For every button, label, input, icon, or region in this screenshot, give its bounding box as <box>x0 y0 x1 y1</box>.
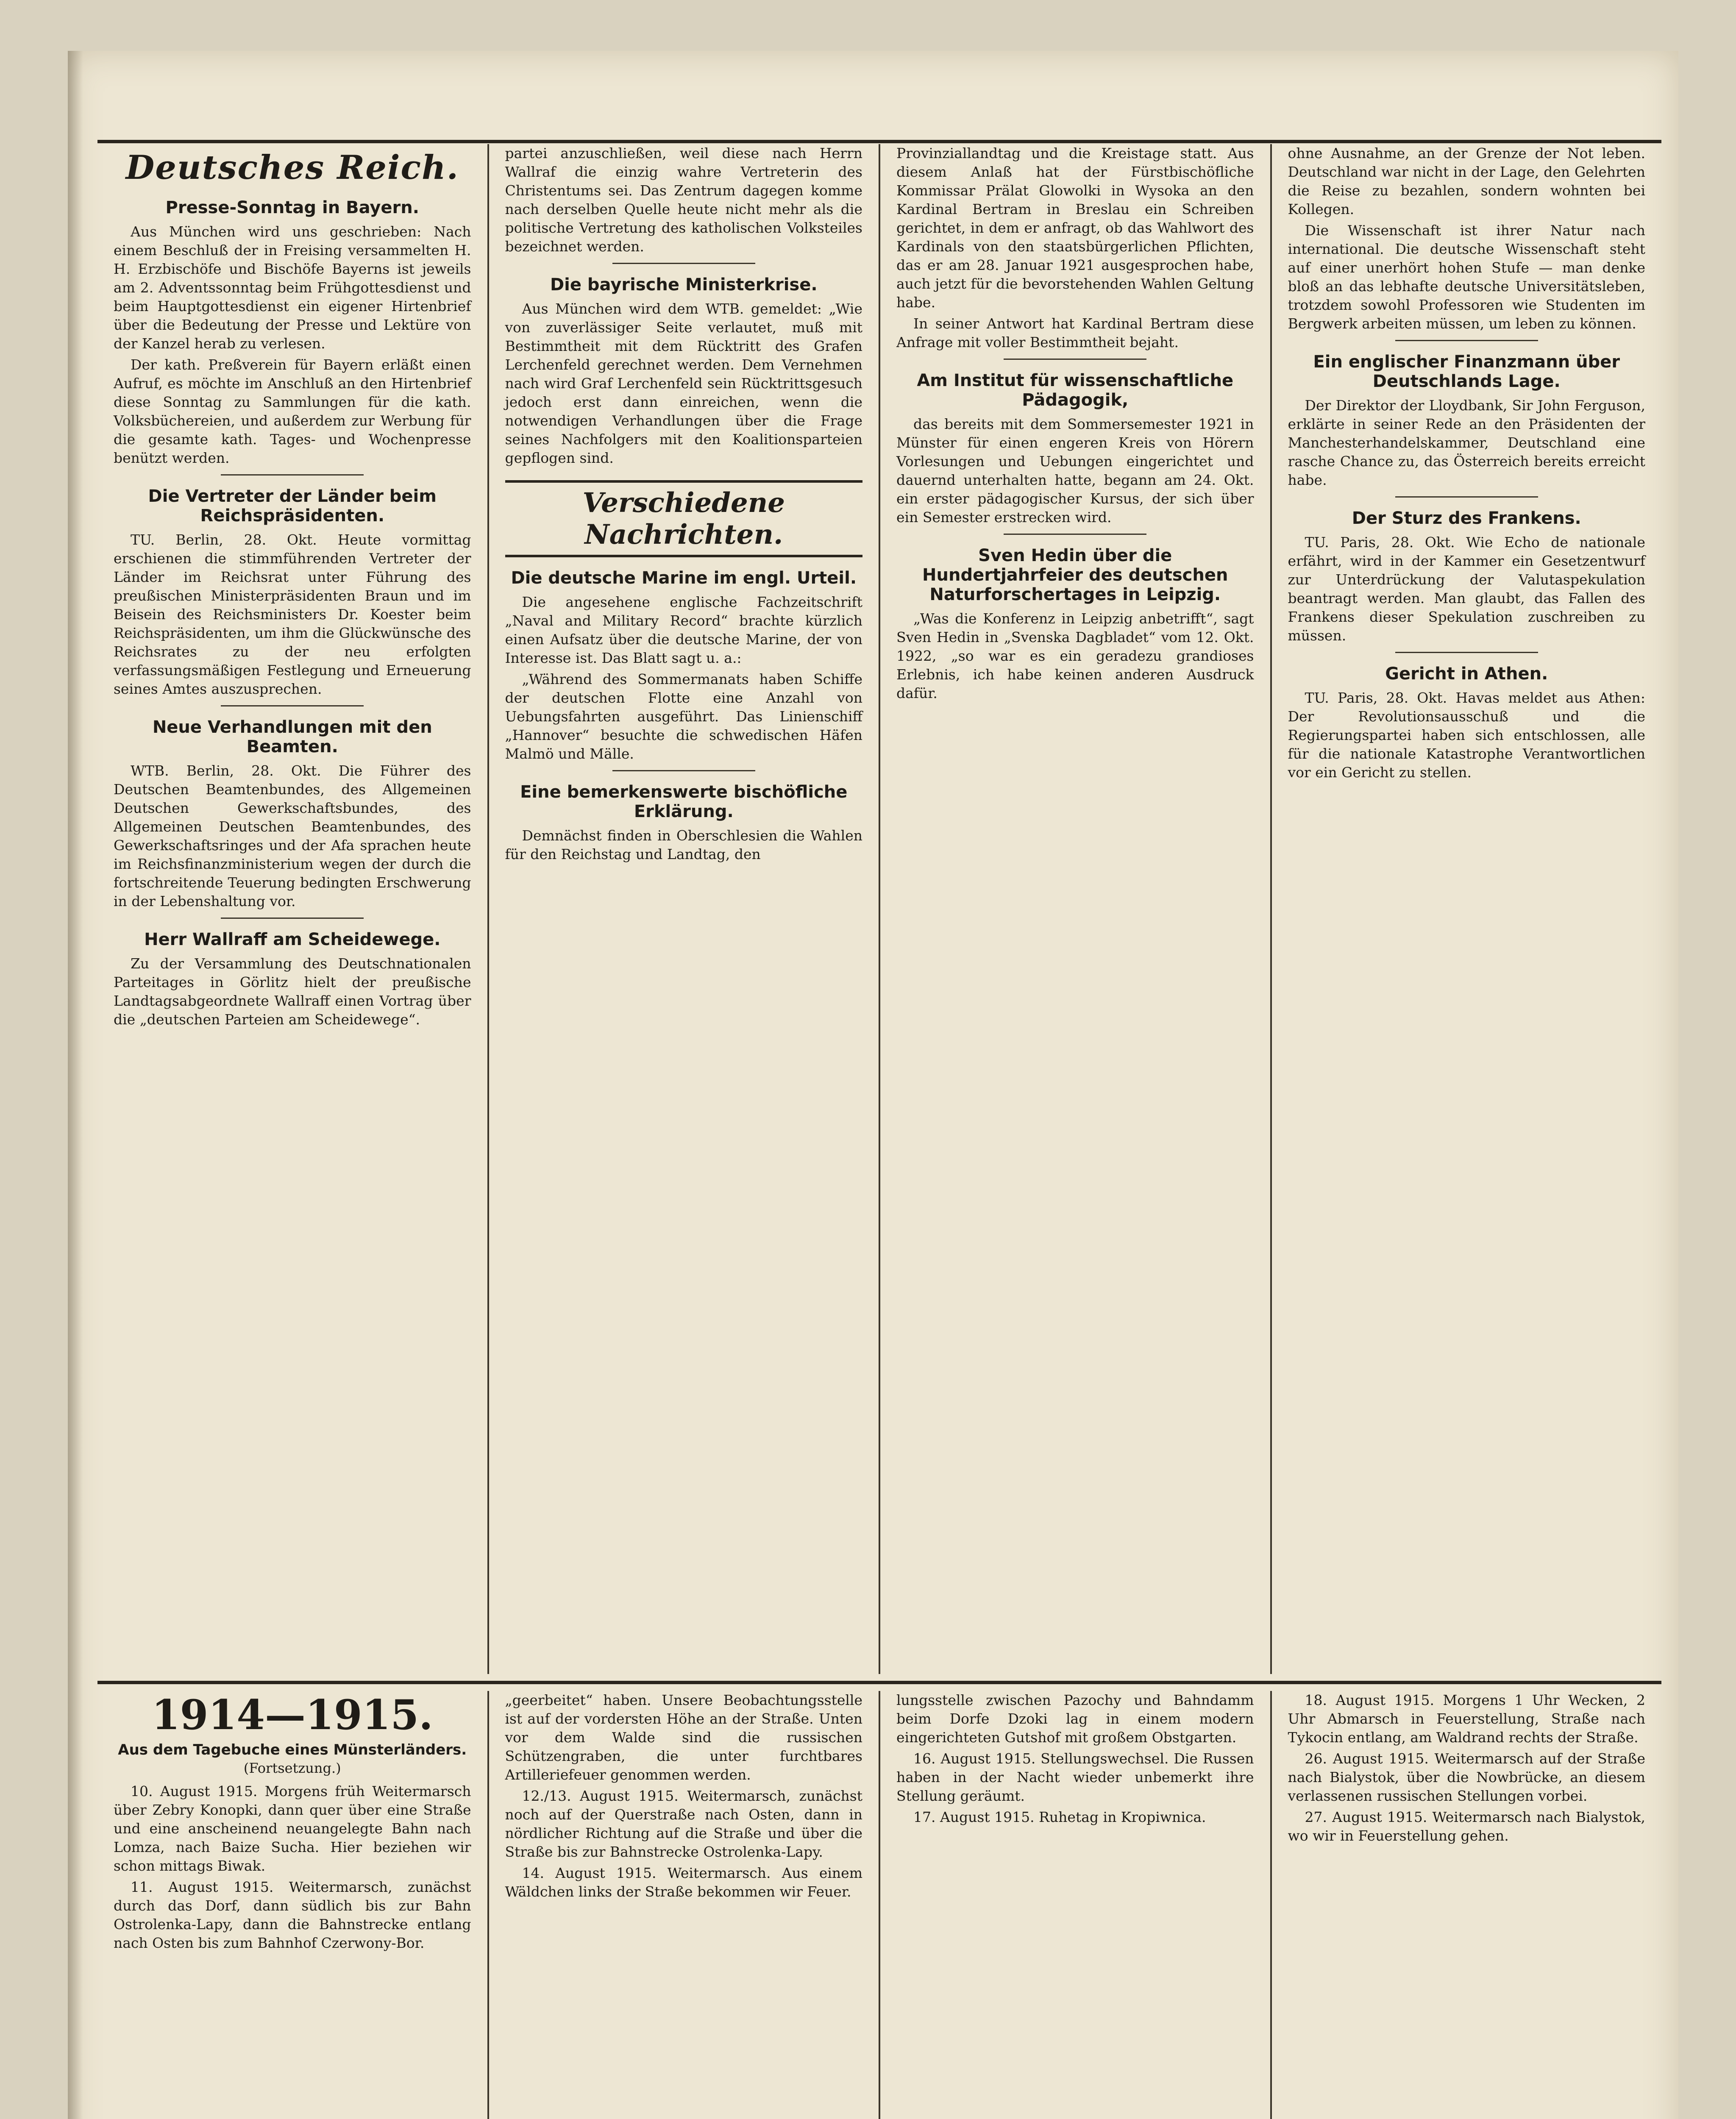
article-title: Die Vertreter der Länder beim Reichspräsidenten. <box>148 487 437 526</box>
article-paragraph: TU. Paris, 28. Okt. Havas meldet aus Athen: Der Revolutionsausschuß und die Regierungspartei haben sich entschlossen, alle für die nationale Katastrophe Verantwortlichen vor ein Gericht zu stellen. <box>1288 690 1645 781</box>
separator <box>1004 534 1146 535</box>
article-paragraph: Aus München wird uns geschrieben: Nach einem Beschluß der in Freising versammelten H. H. Erzbischöfe und Bischöfe Bayerns ist jeweils am 2. Adventssonntag beim Frühgottesdienst und beim Hauptgottesdienst ein eigener Hirtenbrief über die Bedeutung der Presse und Lektüre von der Kanzel herab zu verlesen. <box>114 223 471 352</box>
diary-entry: 16. August 1915. Stellungswechsel. Die Russen haben in der Nacht wieder unbemerkt ihre Stellung geräumt. <box>896 1750 1254 1804</box>
article-title: Presse-Sonntag in Bayern. <box>165 198 419 217</box>
article-paragraph: WTB. Berlin, 28. Okt. Die Führer des Deutschen Beamtenbundes, des Allgemeinen Deutschen Gewerkschaftsbundes, des Allgemeinen Deutschen Beamtenbundes, des Gewerkschaftsringes und der Afa sprachen heute im Reichsfinanzministerium wegen der durch die fortschreitende Teuerung bedingten Erschwerung in der Lebenshaltung vor. <box>114 762 471 909</box>
diary-entry: 26. August 1915. Weitermarsch auf der Straße nach Bialystok, über die Nowbrücke, an diesem verlassenen russischen Stellungen vorbei. <box>1288 1750 1645 1804</box>
article-paragraph: ohne Ausnahme, an der Grenze der Not leben. Deutschland war nicht in der Lage, den Gelehrten die Reise zu bezahlen, sondern wohnten bei Kollegen. <box>1288 145 1645 217</box>
article-title: Herr Wallraff am Scheidewege. <box>144 930 441 949</box>
lower-column-2 <box>489 1691 881 2119</box>
page-fold-shadow <box>68 51 83 2119</box>
article-title: Eine bemerkenswerte bischöfliche Erklärung. <box>520 782 848 821</box>
article-paragraph: „Während des Sommermanats haben Schiffe der deutschen Flotte eine Anzahl von Uebungsfahrten ausgeführt. Das Linienschiff „Hannover“ besuchte die schwedischen Häfen Malmö und Mälle. <box>505 671 862 762</box>
separator <box>221 705 364 706</box>
lower-column-1 <box>97 1691 489 2119</box>
upper-column-3 <box>880 144 1272 1674</box>
separator <box>1395 496 1538 498</box>
article-title: Am Institut für wissenschaftliche Pädagogik, <box>917 371 1234 410</box>
article-paragraph: Zu der Versammlung des Deutschnationalen Parteitages in Görlitz hielt der preußische Landtagsabgeordnete Wallraff einen Vortrag über die „deutschen Parteien am Scheidewege“. <box>114 955 471 1028</box>
article-title: Sven Hedin über die Hundertjahrfeier des deutschen Naturforschertages in Leipzig. <box>922 546 1228 604</box>
article-title: Die bayrische Ministerkrise. <box>550 275 818 295</box>
serial-title: 1914—1915. <box>151 1691 433 1739</box>
diary-entry: 11. August 1915. Weitermarsch, zunächst durch das Dorf, dann südlich bis zur Bahn Ostrolenka-Lapy, dann die Bahnstrecke entlang nach Osten bis zum Bahnhof Czerwony-Bor. <box>114 1879 471 1951</box>
article-paragraph: partei anzuschließen, weil diese nach Herrn Wallraf die einzig wahre Vertreterin des Christentums sei. Das Zentrum dagegen komme nach derselben Quelle heute nicht mehr als die politische Vertretung des katholischen Volksteiles bezeichnet werden. <box>505 145 862 255</box>
diary-entry: 14. August 1915. Weitermarsch. Aus einem Wäldchen links der Straße bekommen wir Feuer. <box>505 1865 862 1900</box>
top-rule <box>97 140 1661 143</box>
section-heading: Verschiedene Nachrichten. <box>505 480 863 557</box>
article-paragraph: In seiner Antwort hat Kardinal Bertram diese Anfrage mit voller Bestimmtheit bejaht. <box>896 315 1254 350</box>
diary-entry: 12./13. August 1915. Weitermarsch, zunächst noch auf der Querstraße nach Osten, dann in nördlicher Richtung auf die Straße und über die Straße bis zur Bahnstrecke Ostrolenka-Lapy. <box>505 1788 862 1860</box>
article-paragraph: TU. Berlin, 28. Okt. Heute vormittag erschienen die stimmführenden Vertreter der Länder im Reichsrat unter Führung des preußischen Ministerpräsidenten Braun und im Beisein des Reichsministers Dr. Koester beim Reichspräsidenten, um ihm die Glückwünsche des Reichsrates zu der neu erfolgten verfassungsmäßigen Festlegung und Erneuerung seines Amtes auszusprechen. <box>114 531 471 697</box>
article-paragraph: Der Direktor der Lloydbank, Sir John Ferguson, erklärte in seiner Rede an den Präsidenten der Manchesterhandelskammer, Deutschland eine rasche Chance zu, das Österreich bereits erreicht habe. <box>1288 397 1645 488</box>
upper-column-1 <box>97 144 489 1674</box>
section-divider-rule <box>97 1681 1661 1684</box>
article-paragraph: TU. Paris, 28. Okt. Wie Echo de nationale erfährt, wird in der Kammer ein Gesetzentwurf zur Unterdrückung der Valutaspekulation beantragt werden. Man glaubt, das Fallen des Frankens dieser Spekulation zuschreiben zu müssen. <box>1288 534 1645 644</box>
section-masthead: Deutsches Reich. <box>125 148 459 187</box>
article-paragraph: „Was die Konferenz in Leipzig anbetrifft“, sagt Sven Hedin in „Svenska Dagbladet“ vom 12. Okt. 1922, „so war es ein geradezu grandioses Erlebnis, ich habe keinen anderen Ausdruck dafür. <box>896 610 1254 701</box>
article-paragraph: Demnächst finden in Oberschlesien die Wahlen für den Reichstag und Landtag, den <box>505 827 862 862</box>
article-paragraph: Die Wissenschaft ist ihrer Natur nach international. Die deutsche Wissenschaft steht auf einer unerhört hohen Stufe — man denke bloß an das lebhafte deutsche Universitätsleben, trotzdem sowohl Professoren wie Studenten im Bergwerk arbeiten müssen, um leben zu können. <box>1288 222 1645 332</box>
diary-entry: 10. August 1915. Morgens früh Weitermarsch über Zebry Konopki, dann quer über eine Straße und eine anscheinend neuangelegte Bahn nach Lomza, nach Baize Sucha. Hier beziehen wir schon mittags Biwak. <box>114 1783 471 1874</box>
lower-section <box>97 1691 1661 2119</box>
diary-entry: 18. August 1915. Morgens 1 Uhr Wecken, 2 Uhr Abmarsch in Feuerstellung, Straße nach Tykocin entlang, am Waldrand rechts der Straße. <box>1288 1692 1645 1746</box>
article-title: Gericht in Athen. <box>1385 664 1548 684</box>
separator <box>221 918 364 919</box>
article-paragraph: das bereits mit dem Sommersemester 1921 in Münster für einen engeren Kreis von Hörern Vorlesungen und Uebungen eingerichtet und dauernd unterhalten hatte, begann am 24. Okt. ein erster pädagogischer Kursus, der sich über ein Semester erstrecken wird. <box>896 416 1254 526</box>
article-paragraph: Die angesehene englische Fachzeitschrift „Naval and Military Record“ brachte kürzlich einen Aufsatz über die deutsche Marine, der von Interesse ist. Das Blatt sagt u. a.: <box>505 594 862 666</box>
separator <box>1395 652 1538 653</box>
newspaper-page <box>68 51 1678 2119</box>
separator <box>612 770 755 771</box>
article-title: Der Sturz des Frankens. <box>1352 509 1581 528</box>
article-paragraph: Provinziallandtag und die Kreistage statt. Aus diesem Anlaß hat der Fürstbischöfliche Kommissar Prälat Glowolki in Wysoka an den Kardinal Bertram in Breslau ein Schreiben gerichtet, in dem er anfragt, ob das Wahlwort des Kardinals von den staatsbürgerlichen Pflichten, das er am 28. Januar 1921 ausgesprochen habe, auch jetzt für die bevorstehenden Wahlen Geltung habe. <box>896 145 1254 311</box>
upper-column-2 <box>489 144 881 1674</box>
diary-entry: „geerbeitet“ haben. Unsere Beobachtungsstelle ist auf der vordersten Höhe an der Straße. Unten vor dem Walde sind die russischen Schützengraben, die unter furchtbares Artilleriefeuer genommen werden. <box>505 1692 862 1783</box>
upper-section <box>97 144 1661 1674</box>
upper-column-4 <box>1272 144 1662 1674</box>
article-title: Ein englischer Finanzmann über Deutschlands Lage. <box>1313 352 1620 391</box>
diary-entry: lungsstelle zwischen Pazochy und Bahndamm beim Dorfe Dzoki lag in einem modern eingerichteten Gutshof mit großem Obstgarten. <box>896 1692 1254 1746</box>
article-paragraph: Aus München wird dem WTB. gemeldet: „Wie von zuverlässiger Seite verlautet, muß mit Bestimmtheit mit dem Rücktritt des Grafen Lerchenfeld gerechnet werden. Dem Vernehmen nach wird Graf Lerchenfeld sein Rücktrittsgesuch jedoch erst dann einreichen, wenn die notwendigen Verhandlungen über die Frage seines Nachfolgers mit den Koalitionsparteien gepflogen sind. <box>505 300 862 466</box>
lower-column-3 <box>880 1691 1272 2119</box>
separator <box>1004 359 1146 360</box>
article-title: Die deutsche Marine im engl. Urteil. <box>511 568 857 588</box>
article-title: Neue Verhandlungen mit den Beamten. <box>152 717 432 756</box>
separator <box>1395 340 1538 341</box>
diary-entry: 27. August 1915. Weitermarsch nach Bialystok, wo wir in Feuerstellung gehen. <box>1288 1809 1645 1844</box>
serial-continuation: (Fortsetzung.) <box>243 1760 341 1776</box>
article-paragraph: Der kath. Preßverein für Bayern erläßt einen Aufruf, es möchte im Anschluß an den Hirtenbrief diese Sonntag zu Sammlungen für die kath. Volksbüchereien, und außerdem zur Werbung für die gesamte kath. Tages- und Wochenpresse benützt werden. <box>114 356 471 466</box>
serial-subtitle: Aus dem Tagebuche eines Münsterländers. <box>118 1741 467 1758</box>
diary-entry: 17. August 1915. Ruhetag in Kropiwnica. <box>913 1809 1206 1825</box>
separator <box>612 263 755 264</box>
separator <box>221 474 364 476</box>
lower-column-4 <box>1272 1691 1662 2119</box>
